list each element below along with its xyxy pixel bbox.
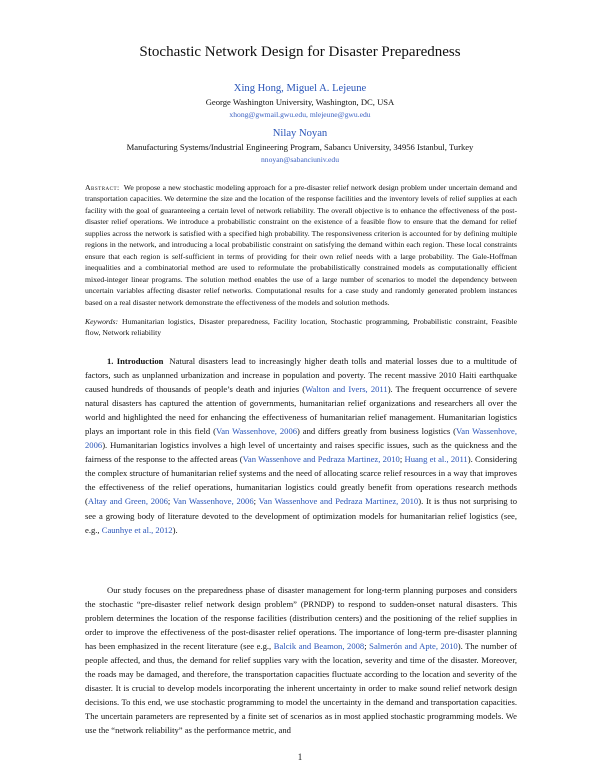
keywords-text: Humanitarian logistics, Disaster preparedness, Facility location, Stochastic programming, Probabilistic constraint, Feasible flow, Network reliability	[85, 317, 517, 338]
keywords-label: Keywords:	[85, 317, 119, 326]
body-text: ). Humanitarian logistics involves a high level of uncertainty and raises specific issues, such as the quickness and the fairness of the response to the affected areas (	[85, 440, 517, 465]
body-text: ). The frequent occurrence of severe natural disasters has captured the attention of governments, humanitarian relief organizations and researchers all over the world and highlighted the need for enhancing the effectiveness of humanitarian relief management. Humanitarian logistics plays an important role in this field (	[85, 384, 517, 437]
affiliation-2: Manufacturing Systems/Industrial Engineering Program, Sabancı University, 34956 Istanbul, Turkey	[126, 142, 474, 152]
authors-group-2[interactable]: Nilay Noyan	[272, 128, 328, 139]
authors-group-1[interactable]: Xing Hong, Miguel A. Lejeune	[233, 83, 367, 94]
abstract-label: Abstract:	[85, 183, 120, 192]
introduction-paragraph-2	[85, 583, 517, 738]
body-text: ;	[253, 496, 259, 507]
body-text: ;	[399, 454, 405, 465]
keywords	[85, 316, 517, 339]
body-text: ). It is thus not surprising to see a growing body of literature devoted to the development of optimization models for humanitarian relief logistics (see, e.g.,	[85, 496, 517, 535]
page-number: 1	[297, 752, 303, 762]
citation-link[interactable]: Van Wassenhove, 2006	[172, 496, 254, 507]
citation-link[interactable]: Walton and Ivers, 2011	[305, 384, 388, 395]
body-text: ) and differs greatly from business logistics (	[297, 426, 457, 437]
body-text: ;	[364, 641, 370, 652]
body-text: ). The number of people affected, and thus, the demand for relief supplies vary with the location, severity and time of the disaster. Moreover, the roads may be damaged, and therefore, the transportation capacities fluctuate according to the location and severity of the disaster. It is crucial to develop models incorporating the inherent uncertainty in order to make sound relief network design decisions. To this end, we use stochastic programming to model the uncertainty in the demand and transportation capacities. The uncertain parameters are represented by a finite set of scenarios as in most applied stochastic programming models. We use the “network reliability” as the performance metric, and	[85, 641, 518, 736]
citation-link[interactable]: Salmerón and Apte, 2010	[369, 641, 458, 652]
citation-link[interactable]: Huang et al., 2011	[404, 454, 468, 465]
citation-link[interactable]: Altay and Green, 2006	[87, 496, 168, 507]
body-text: ;	[167, 496, 173, 507]
body-text: Natural disasters lead to increasingly higher death tolls and material losses due to a multitude of factors, such as unplanned urbanization and increase in population and poverty. The recent massive 2010 Haiti earthquake caused hundreds of thousands of people’s death and injuries (	[85, 356, 517, 395]
affiliation-1: George Washington University, Washington, DC, USA	[205, 97, 395, 107]
body-text: ). Considering the complex structure of humanitarian relief systems and the need of allocating scarce relief resources in a way that improves the effectiveness of the relief operations, humanitarian logistics could greatly benefit from operations research methods (	[85, 454, 517, 507]
email-1[interactable]: xhong@gwmail.gwu.edu, mlejeune@gwu.edu	[229, 110, 371, 119]
body-text: Our study focuses on the preparedness phase of disaster management for long-term planning purposes and considers the stochastic “pre-disaster relief network design problem” (PRNDP) to respond to sudden-onset natural disasters. This problem determines the location of the response facilities (distribution centers) and the positioning of the relief supplies in order to improve the effectiveness of the post-disaster relief operations. The importance of long-term pre-disaster planning has been emphasized in the recent literature (see e.g.,	[85, 585, 517, 652]
citation-link[interactable]: Van Wassenhove and Pedraza Martinez, 2010	[242, 454, 400, 465]
citation-link[interactable]: Van Wassenhove, 2006	[85, 426, 518, 451]
citation-link[interactable]: Van Wassenhove and Pedraza Martinez, 2010	[258, 496, 419, 507]
citation-link[interactable]: Van Wassenhove, 2006	[215, 426, 298, 437]
email-2[interactable]: nnoyan@sabanciuniv.edu	[261, 155, 339, 164]
citation-link[interactable]: Balcik and Beamon, 2008	[273, 641, 365, 652]
abstract	[85, 182, 517, 308]
paper-title: Stochastic Network Design for Disaster Preparedness	[139, 44, 461, 60]
abstract-text: We propose a new stochastic modeling approach for a pre-disaster relief network design problem under uncertain demand and transportation capacities. We determine the size and the location of the response facilities and the inventory levels of relief supplies at each facility with the goal of guaranteeing a certain level of network reliability. The overall objective is to enhance the effectiveness of the post-disaster relief operations. We introduce a probabilistic constraint on the existence of a feasible flow to ensure that the demand for relief supplies across the network is satisfied with a specified high probability. The responsiveness criterion is accounted for by defining multiple regions in the network, and introducing a local probabilistic constraint on satisfying the demand within each region. These local constraints ensure that each region is self-sufficient in terms of providing for their own relief needs with a large probability. The Gale-Hoffman inequalities and a combinatorial method are used to reformulate the probabilistically constrained models as computationally efficient mixed-integer linear programs. The solution method enables the use of a large number of scenarios to model the dependency between uncertain variables affecting disaster relief networks. Computational results for a case study and randomly generated problem instances based on a real disaster network demonstrate the effectiveness of the models and solution methods.	[85, 183, 517, 307]
citation-link[interactable]: Caunhye et al., 2012	[101, 524, 173, 535]
section-heading-introduction: 1. Introduction	[107, 356, 164, 366]
body-text: ).	[172, 524, 178, 535]
introduction-paragraph-1	[85, 354, 517, 537]
